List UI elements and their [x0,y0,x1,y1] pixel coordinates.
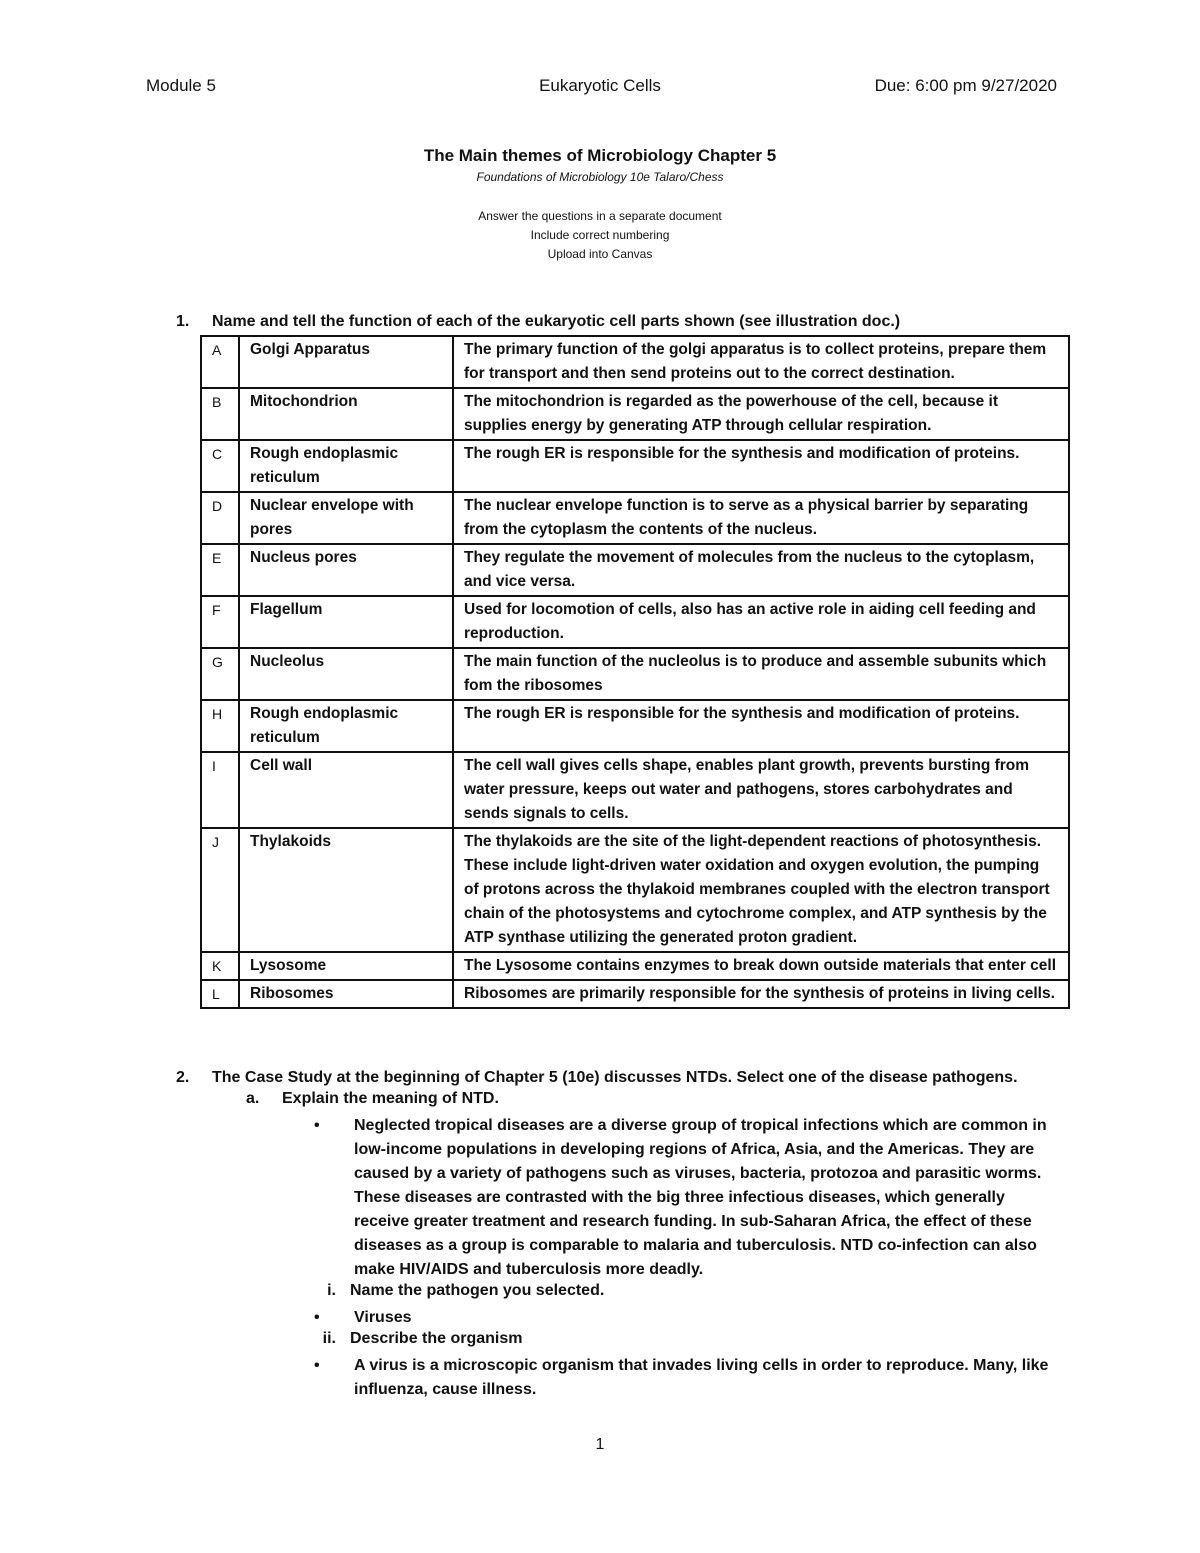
subquestion-numeral: i. [327,1282,336,1299]
question-2 [176,1066,1018,1090]
question-2a [246,1090,499,1108]
part-letter: D [201,492,239,544]
part-letter: K [201,952,239,980]
question-1 [176,313,900,331]
answer-ntd [314,1114,1054,1282]
part-function: The cell wall gives cells shape, enables plant growth, prevents bursting from water pressure, keeps out water and pathogens, stores carbohydrates and sends signals to cells. [453,752,1069,828]
part-function: The rough ER is responsible for the synthesis and modification of proteins. [453,440,1069,492]
instruction-line: Answer the questions in a separate document [478,209,722,223]
answer-text: Viruses [354,1309,412,1326]
part-function: The mitochondrion is regarded as the powerhouse of the cell, because it supplies energy by generating ATP through cellular respiration. [453,388,1069,440]
part-function: They regulate the movement of molecules from the nucleus to the cytoplasm, and vice versa. [453,544,1069,596]
part-function: The primary function of the golgi apparatus is to collect proteins, prepare them for transport and then send proteins out to the correct destination. [453,336,1069,388]
document-subtitle: Foundations of Microbiology 10e Talaro/Chess [476,170,724,184]
answer-text: A virus is a microscopic organism that invades living cells in order to reproduce. Many, like influenza, cause illness. [354,1357,1049,1398]
bullet-icon: • [314,1117,320,1134]
part-function: Ribosomes are primarily responsible for the synthesis of proteins in living cells. [453,980,1069,1008]
header-due-date: Due: 6:00 pm 9/27/2020 [874,76,1057,95]
header-module: Module 5 [146,76,216,95]
subquestion-text: Name the pathogen you selected. [350,1282,605,1299]
part-letter: E [201,544,239,596]
part-name: Thylakoids [239,828,453,952]
document-title: The Main themes of Microbiology Chapter 5 [423,146,777,165]
table-row [201,752,1069,828]
part-letter: C [201,440,239,492]
instruction-line: Upload into Canvas [547,247,653,261]
part-letter: I [201,752,239,828]
table-row [201,648,1069,700]
part-name: Flagellum [239,596,453,648]
answer-text: Neglected tropical diseases are a diverse group of tropical infections which are common in low-income populations in developing regions of Africa, Asia, and the Americas. They are caused by a variety of pathogens such as viruses, bacteria, protozoa and parasitic worms. These diseases are contrasted with the big three infectious diseases, which generally receive greater treatment and research funding. In sub-Saharan Africa, the effect of these diseases as a group is comparable to malaria and tuberculosis. NTD co-infection can also make HIV/AIDS and tuberculosis more deadly. [354,1117,1047,1278]
part-name: Nucleus pores [239,544,453,596]
table-row [201,544,1069,596]
part-letter: F [201,596,239,648]
part-letter: L [201,980,239,1008]
table-row [201,440,1069,492]
part-function: The main function of the nucleolus is to produce and assemble subunits which fom the ribosomes [453,648,1069,700]
question-number: 2. [176,1069,190,1086]
question-text: Name and tell the function of each of the eukaryotic cell parts shown (see illustration doc.) [212,313,901,330]
table-row [201,980,1069,1008]
subquestion-text: Describe the organism [350,1330,523,1347]
table-row [201,388,1069,440]
part-letter: G [201,648,239,700]
part-name: Rough endoplasmic reticulum [239,440,453,492]
part-function: The rough ER is responsible for the synthesis and modification of proteins. [453,700,1069,752]
table-row [201,596,1069,648]
part-name: Ribosomes [239,980,453,1008]
part-letter: A [201,336,239,388]
part-function: The nuclear envelope function is to serve as a physical barrier by separating from the cytoplasm the contents of the nucleus. [453,492,1069,544]
header-topic: Eukaryotic Cells [539,76,661,95]
table-row [201,700,1069,752]
question-2-i [314,1282,604,1300]
question-2-ii [314,1330,523,1348]
part-name: Rough endoplasmic reticulum [239,700,453,752]
part-letter: H [201,700,239,752]
answer-organism [314,1354,1054,1402]
part-function: Used for locomotion of cells, also has an active role in aiding cell feeding and reproduction. [453,596,1069,648]
bullet-icon: • [314,1309,320,1326]
part-letter: B [201,388,239,440]
part-name: Nuclear envelope with pores [239,492,453,544]
part-letter: J [201,828,239,952]
part-function: The thylakoids are the site of the light-dependent reactions of photosynthesis. These include light-driven water oxidation and oxygen evolution, the pumping of protons across the thylakoid membranes coupled with the electron transport chain of the photosystems and cytochrome complex, and ATP synthesis by the ATP synthase utilizing the generated proton gradient. [453,828,1069,952]
bullet-icon: • [314,1357,320,1374]
part-name: Golgi Apparatus [239,336,453,388]
answer-pathogen [314,1306,1054,1330]
page-number: 1 [595,1436,605,1453]
part-name: Mitochondrion [239,388,453,440]
cell-parts-table [200,335,1070,1009]
subquestion-text: Explain the meaning of NTD. [282,1090,499,1107]
table-row [201,492,1069,544]
question-text: The Case Study at the beginning of Chapter 5 (10e) discusses NTDs. Select one of the disease pathogens. [212,1069,1018,1086]
table-row [201,952,1069,980]
part-name: Lysosome [239,952,453,980]
part-function: The Lysosome contains enzymes to break down outside materials that enter cell [453,952,1069,980]
table-row [201,336,1069,388]
subquestion-letter: a. [246,1090,260,1107]
subquestion-numeral: ii. [322,1330,336,1347]
question-number: 1. [176,313,190,330]
part-name: Nucleolus [239,648,453,700]
part-name: Cell wall [239,752,453,828]
instruction-line: Include correct numbering [530,228,670,242]
table-row [201,828,1069,952]
